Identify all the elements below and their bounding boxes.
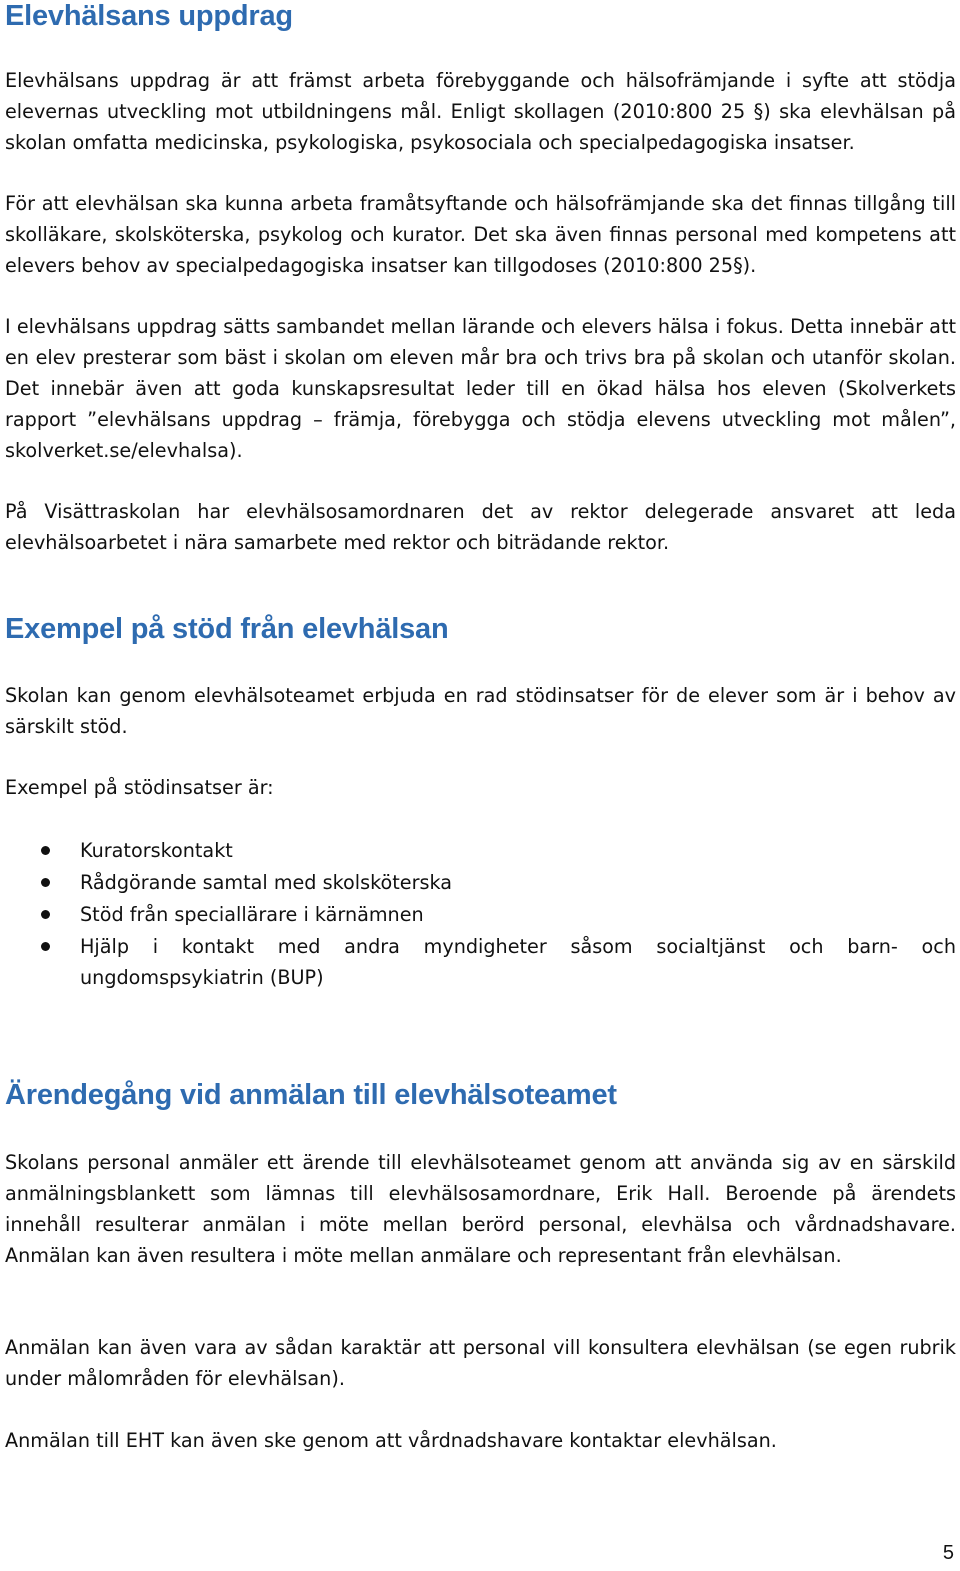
paragraph: Anmälan till EHT kan även ske genom att vårdnadshavare kontaktar elevhälsan.	[5, 1429, 777, 1452]
list-item	[5, 867, 956, 898]
paragraph: Anmälan kan även vara av sådan karaktär att personal vill konsultera elevhälsan (se egen rubrik under målområden för elevhälsan).	[5, 1336, 956, 1390]
list-item	[5, 835, 956, 866]
paragraph: Skolan kan genom elevhälsoteamet erbjuda en rad stödinsatser för de elever som är i behov av särskilt stöd.	[5, 684, 956, 738]
list-item-text: Kuratorskontakt	[80, 839, 233, 862]
paragraph	[5, 188, 956, 281]
list-item	[5, 931, 956, 993]
bullet-icon	[41, 846, 50, 855]
section-heading-elevhalsans-uppdrag: Elevhälsans uppdrag	[5, 0, 293, 32]
list-item-text: Hjälp i kontakt med andra myndigheter såsom socialtjänst och barn- och ungdomspsykiatrin (BUP)	[80, 935, 956, 989]
paragraph: Exempel på stödinsatser är:	[5, 776, 274, 799]
page-number: 5	[942, 1542, 954, 1564]
section-heading-exempel-pa-stod: Exempel på stöd från elevhälsan	[5, 613, 449, 645]
paragraph-text: För att elevhälsan ska kunna arbeta framåtsyftande och hälsofrämjande ska det finnas tillgång till skolläkare, skolsköterska, psykolog och kurator. Det ska även finnas personal med kompetens att elevers behov av specialpedagogiska insatser kan tillgodoses (2010:800 25§).	[5, 192, 956, 277]
paragraph: Skolans personal anmäler ett ärende till elevhälsoteamet genom att använda sig av en särskild anmälningsblankett som lämnas till elevhälsosamordnare, Erik Hall. Beroende på ärendets innehåll resulterar anmälan i möte mellan berörd personal, elevhälsa och vårdnadshavare. Anmälan kan även resultera i möte mellan anmälare och representant från elevhälsan.	[5, 1151, 956, 1267]
paragraph: I elevhälsans uppdrag sätts sambandet mellan lärande och elevers hälsa i fokus. Detta innebär att en elev presterar som bäst i skolan om eleven mår bra och trivs bra på skolan och utanför skolan. Det innebär även att goda kunskapsresultat leder till en ökad hälsa hos eleven (Skolverkets rapport ”elevhälsans uppdrag – främja, förebygga och stödja elevens utveckling mot målen”, skolverket.se/elevhalsa).	[5, 315, 956, 462]
bullet-icon	[41, 878, 50, 887]
section-heading-arendegang: Ärendegång vid anmälan till elevhälsoteamet	[5, 1079, 617, 1111]
support-list	[5, 835, 956, 993]
list-item-text: Rådgörande samtal med skolsköterska	[80, 871, 452, 894]
list-item-text: Stöd från speciallärare i kärnämnen	[80, 903, 424, 926]
paragraph: Elevhälsans uppdrag är att främst arbeta förebyggande och hälsofrämjande i syfte att stödja elevernas utveckling mot utbildningens mål. Enligt skollagen (2010:800 25 §) ska elevhälsan på skolan omfatta medicinska, psykologiska, psykosociala och specialpedagogiska insatser.	[5, 69, 956, 154]
bullet-icon	[41, 942, 50, 951]
paragraph: På Visättraskolan har elevhälsosamordnaren det av rektor delegerade ansvaret att leda elevhälsoarbetet i nära samarbete med rektor och biträdande rektor.	[5, 500, 956, 554]
list-item	[5, 899, 956, 930]
bullet-icon	[41, 910, 50, 919]
